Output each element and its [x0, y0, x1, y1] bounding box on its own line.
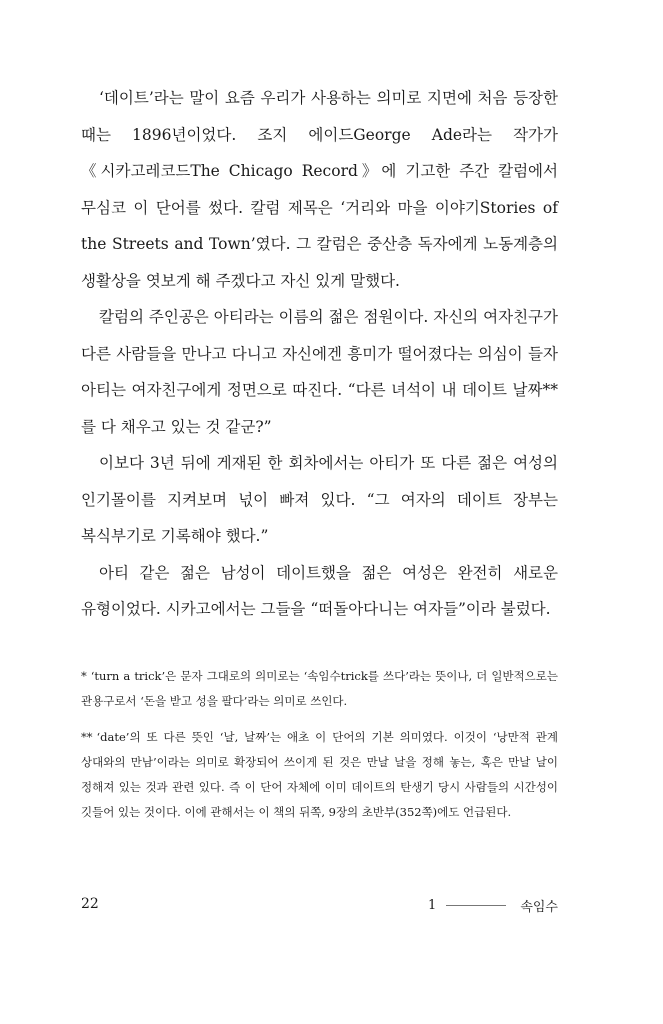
footnotes: [81, 664, 558, 836]
footnote: [81, 725, 558, 825]
running-head-rule: [446, 905, 506, 906]
chapter-title: 속임수: [520, 900, 558, 915]
paragraph: 칼럼의 주인공은 아티라는 이름의 젊은 점원이다. 자신의 여자친구가 다른 사람들을 만나고 다니고 자신에겐 흥미가 떨어졌다는 의심이 들자 아티는 여자친구에게 정면으로 따진다. “다른 녀석이 내 데이트 날짜**를 다 채우고 있는 것 같군?”: [81, 308, 558, 436]
footnote: [81, 664, 558, 714]
paragraph: 이보다 3년 뒤에 게재된 한 회차에서는 아티가 또 다른 젊은 여성의 인기몰이를 지켜보며 넋이 빠져 있다. “그 여자의 데이트 장부는 복식부기로 기록해야 했다.”: [81, 454, 558, 545]
footnote-text: ‘date’의 또 다른 뜻인 ‘날, 날짜’는 애초 이 단어의 기본 의미였다. 이것이 ‘낭만적 관계 상대와의 만남’이라는 의미로 확장되어 쓰이게 된 것은 만날 날을 정해 놓는, 혹은 만날 날이 정해져 있는 것과 관련 있다. 즉 이 단어 자체에 이미 데이트의 탄생기 당시 사람들의 시간성이 깃들어 있는 것이다. 이에 관해서는 이 책의 뒤쪽, 9장의 초반부(352쪽)에도 언급된다.: [81, 730, 558, 819]
footnote-mark: *: [81, 669, 87, 683]
paragraph: 아티 같은 젊은 남성이 데이트했을 젊은 여성은 완전히 새로운 유형이었다. 시카고에서는 그들을 “떠돌아다니는 여자들”이라 불렀다.: [81, 563, 558, 618]
running-head: [428, 896, 558, 915]
page-number: 22: [81, 896, 99, 912]
paragraph: ‘데이트’라는 말이 요즘 우리가 사용하는 의미로 지면에 처음 등장한 때는 1896년이었다. 조지 에이드George Ade라는 작가가 《시카고레코드The Chicago Record》에 기고한 주간 칼럼에서 무심코 이 단어를 썼다. 칼럼 제목은 ‘거리와 마을 이야기Stories of the Streets and Town’였다. 그 칼럼은 중산층 독자에게 노동계층의 생활상을 엿보게 해 주겠다고 자신 있게 말했다.: [81, 89, 558, 290]
footnote-mark: **: [81, 730, 93, 744]
body-text: [81, 80, 558, 628]
footnote-text: ‘turn a trick’은 문자 그대로의 의미로는 ‘속임수trick를 쓰다’라는 뜻이나, 더 일반적으로는 관용구로서 ‘돈을 받고 성을 팔다’라는 의미로 쓰인다.: [81, 669, 558, 708]
page-footer: [81, 896, 558, 920]
chapter-number: 1: [428, 898, 437, 913]
